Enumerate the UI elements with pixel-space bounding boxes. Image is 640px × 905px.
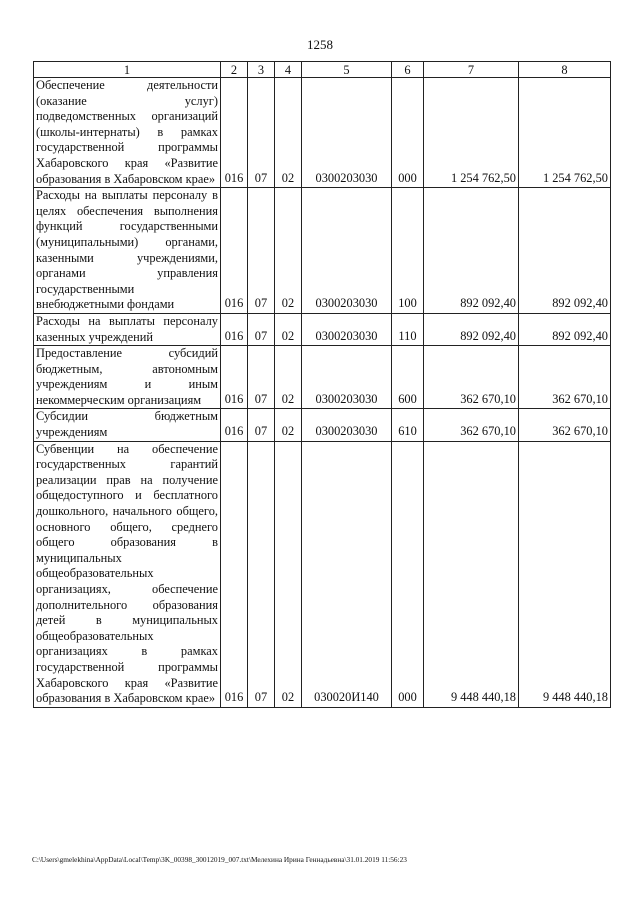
- section-code: 07: [248, 313, 275, 345]
- table-row: [34, 313, 611, 345]
- amount-column-7: 1 254 762,50: [424, 78, 519, 188]
- target-article-code: 0300203030: [302, 409, 392, 441]
- row-description: Субвенции на обеспечение государственных гарантий реализации прав на получение общедоступного и бесплатного дошкольного, начального общего, основного общего, среднего общего образования в муниципальных общеобразовательных организациях, обеспечение дополнительного образования детей в муниципальных общеобразовательных организациях в рамках государственной программы Хабаровского края «Развитие образования в Хабаровском крае»: [34, 441, 221, 707]
- ministry-code: 016: [221, 441, 248, 707]
- footer-file-path: C:\Users\gmelekhina\AppData\Local\Temp\3K_00398_30012019_007.txt\Мелехина Ирина Геннадьевна\31.01.2019 11:56:23: [32, 855, 407, 864]
- table-row: [34, 441, 611, 707]
- row-description: Субсидии бюджетным учреждениям: [34, 409, 221, 441]
- section-code: 07: [248, 409, 275, 441]
- column-header: 2: [221, 62, 248, 78]
- amount-column-8: 1 254 762,50: [519, 78, 611, 188]
- row-description: Обеспечение деятельности (оказание услуг) подведомственных организаций (школы-интернаты) в рамках государственной программы Хабаровского края «Развитие образования в Хабаровском крае»: [34, 78, 221, 188]
- amount-column-8: 9 448 440,18: [519, 441, 611, 707]
- ministry-code: 016: [221, 313, 248, 345]
- amount-column-8: 892 092,40: [519, 188, 611, 314]
- subsection-code: 02: [275, 188, 302, 314]
- target-article-code: 0300203030: [302, 78, 392, 188]
- amount-column-7: 892 092,40: [424, 188, 519, 314]
- expense-type-code: 000: [392, 441, 424, 707]
- ministry-code: 016: [221, 409, 248, 441]
- table-row: [34, 188, 611, 314]
- expense-type-code: 110: [392, 313, 424, 345]
- amount-column-7: 362 670,10: [424, 346, 519, 409]
- table-row: [34, 346, 611, 409]
- subsection-code: 02: [275, 346, 302, 409]
- column-header: 3: [248, 62, 275, 78]
- table-row: [34, 78, 611, 188]
- target-article-code: 030020И140: [302, 441, 392, 707]
- target-article-code: 0300203030: [302, 313, 392, 345]
- ministry-code: 016: [221, 78, 248, 188]
- amount-column-7: 892 092,40: [424, 313, 519, 345]
- column-header: 8: [519, 62, 611, 78]
- amount-column-8: 362 670,10: [519, 409, 611, 441]
- section-code: 07: [248, 441, 275, 707]
- table-row: [34, 409, 611, 441]
- amount-column-7: 362 670,10: [424, 409, 519, 441]
- ministry-code: 016: [221, 188, 248, 314]
- row-description: Предоставление субсидий бюджетным, автономным учреждениям и иным некоммерческим организациям: [34, 346, 221, 409]
- expense-type-code: 600: [392, 346, 424, 409]
- expense-type-code: 100: [392, 188, 424, 314]
- target-article-code: 0300203030: [302, 188, 392, 314]
- target-article-code: 0300203030: [302, 346, 392, 409]
- section-code: 07: [248, 346, 275, 409]
- amount-column-8: 892 092,40: [519, 313, 611, 345]
- table-header-row: [34, 62, 611, 78]
- expense-type-code: 000: [392, 78, 424, 188]
- ministry-code: 016: [221, 346, 248, 409]
- row-description: Расходы на выплаты персоналу казенных учреждений: [34, 313, 221, 345]
- expense-type-code: 610: [392, 409, 424, 441]
- section-code: 07: [248, 188, 275, 314]
- subsection-code: 02: [275, 313, 302, 345]
- column-header: 7: [424, 62, 519, 78]
- amount-column-7: 9 448 440,18: [424, 441, 519, 707]
- amount-column-8: 362 670,10: [519, 346, 611, 409]
- row-description: Расходы на выплаты персоналу в целях обеспечения выполнения функций государственными (муниципальными) органами, казенными учреждениями, органами управления государственными внебюджетными фондами: [34, 188, 221, 314]
- subsection-code: 02: [275, 78, 302, 188]
- column-header: 6: [392, 62, 424, 78]
- budget-table: [33, 61, 611, 708]
- section-code: 07: [248, 78, 275, 188]
- column-header: 1: [34, 62, 221, 78]
- page-number: 1258: [307, 37, 333, 52]
- subsection-code: 02: [275, 409, 302, 441]
- column-header: 5: [302, 62, 392, 78]
- column-header: 4: [275, 62, 302, 78]
- subsection-code: 02: [275, 441, 302, 707]
